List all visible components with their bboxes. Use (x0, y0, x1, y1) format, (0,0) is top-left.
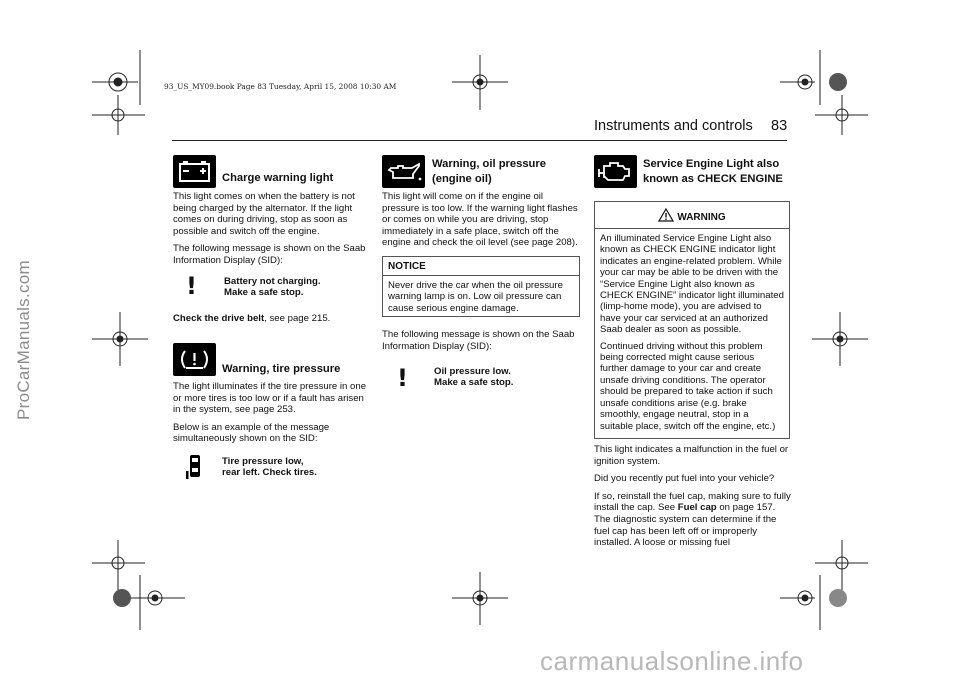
oil-title (432, 157, 546, 187)
page-number: 83 (771, 118, 788, 134)
charge-sid-line-1: Battery not charging. (224, 276, 321, 287)
engine-paragraph-3-a: If so, reinstall the fuel cap, making sure to fully install the cap. See (594, 490, 791, 514)
warning-box (594, 201, 790, 439)
print-info-line: 93_US_MY09.book Page 83 Tuesday, April 15, 2008 10:30 AM (164, 82, 397, 91)
header-divider (172, 140, 787, 141)
oil-sid-line-2: Make a safe stop. (434, 377, 514, 389)
car-tire-icon (186, 453, 202, 486)
oil-title-line-1: Warning, oil pressure (432, 158, 546, 170)
fuel-cap-ref: Fuel cap (677, 502, 717, 514)
warning-paragraph-2: Continued driving without this problem being corrected might cause serious further damage to your car and create unsafe driving conditions. The operator should be prepared to take action if such unsafe conditions arise (e.g. brake smoothly, engage neutral, stop in a suitable place, switch off the engine, etc.) (600, 340, 776, 432)
engine-paragraph-1: This light indicates a malfunction in the fuel or ignition system. (594, 444, 789, 467)
exclamation-icon: ! (397, 364, 408, 392)
tire-pressure-icon (173, 343, 216, 376)
oil-sid-line-1: Oil pressure low. (434, 366, 511, 377)
charge-sid-line-2: Make a safe stop. (224, 287, 304, 299)
oil-paragraph-2: The following message is shown on the Saab Information Display (SID): (382, 329, 575, 352)
warning-heading-label: WARNING (677, 212, 726, 223)
side-watermark: ProCarManuals.com (14, 259, 33, 421)
engine-paragraph-3 (594, 491, 792, 549)
battery-icon (173, 155, 216, 188)
charge-title: Charge warning light (222, 172, 334, 184)
notice-heading: NOTICE (383, 257, 579, 276)
charge-paragraph-2: The following message is shown on the Saab Information Display (SID): (173, 243, 366, 266)
header-title: Instruments and controls (594, 118, 753, 134)
drive-belt-ref-rest: , see page 215. (264, 313, 331, 324)
warning-paragraph-1: An illuminated Service Engine Light also known as CHECK ENGINE indicator light indicates an engine-related problem. While your car may be able to be driven with the “Service Engine Light also known as CHECK ENGINE” indicator light illuminated (limp-home mode), you are advised to have your car serviced at an authorized Saab dealer as soon as possible. (600, 233, 784, 336)
tire-paragraph-2: Below is an example of the message simultaneously shown on the SID: (173, 421, 330, 445)
engine-title-line-1: Service Engine Light also (643, 158, 780, 170)
engine-paragraph-3-b: on page 157. The diagnostic system can determine if the fuel cap has been left off or improperly installed. A loose or missing fuel (594, 502, 777, 549)
warning-heading (595, 202, 789, 229)
exclamation-icon: ! (186, 272, 197, 300)
tire-sid-line-2: rear left. Check tires. (222, 467, 317, 479)
engine-paragraph-2: Did you recently put fuel into your vehicle? (594, 473, 775, 485)
engine-title (643, 157, 783, 187)
oil-paragraph-1: This light will come on if the engine oil pressure is too low. If the warning light flashes or comes on while you are driving, stop immediately in a safe place, switch off the engine and check the oil level (see page 208). (382, 191, 578, 249)
oil-can-icon (382, 155, 425, 188)
notice-text: Never drive the car when the oil pressure warning lamp is on. Low oil pressure can cause serious engine damage. (388, 280, 563, 314)
tire-paragraph-1: The light illuminates if the tire pressure in one or more tires is too low or if a fault has arisen in the system, see page 253. (173, 381, 367, 416)
tire-sid-line-1: Tire pressure low, (222, 456, 304, 467)
drive-belt-ref-bold: Check the drive belt (173, 313, 265, 324)
charge-paragraph-1: This light comes on when the battery is not being charged by the alternator. If the light comes on during driving, stop as soon as possible and switch off the engine. (173, 191, 355, 237)
notice-box (382, 256, 580, 317)
warning-triangle-icon (658, 208, 674, 222)
engine-title-line-2: known as CHECK ENGINE (643, 173, 783, 185)
tire-title: Warning, tire pressure (222, 363, 341, 375)
check-engine-icon (594, 155, 637, 188)
bottom-watermark: carmanualsonline.info (540, 646, 804, 676)
oil-title-line-2: (engine oil) (432, 173, 492, 185)
